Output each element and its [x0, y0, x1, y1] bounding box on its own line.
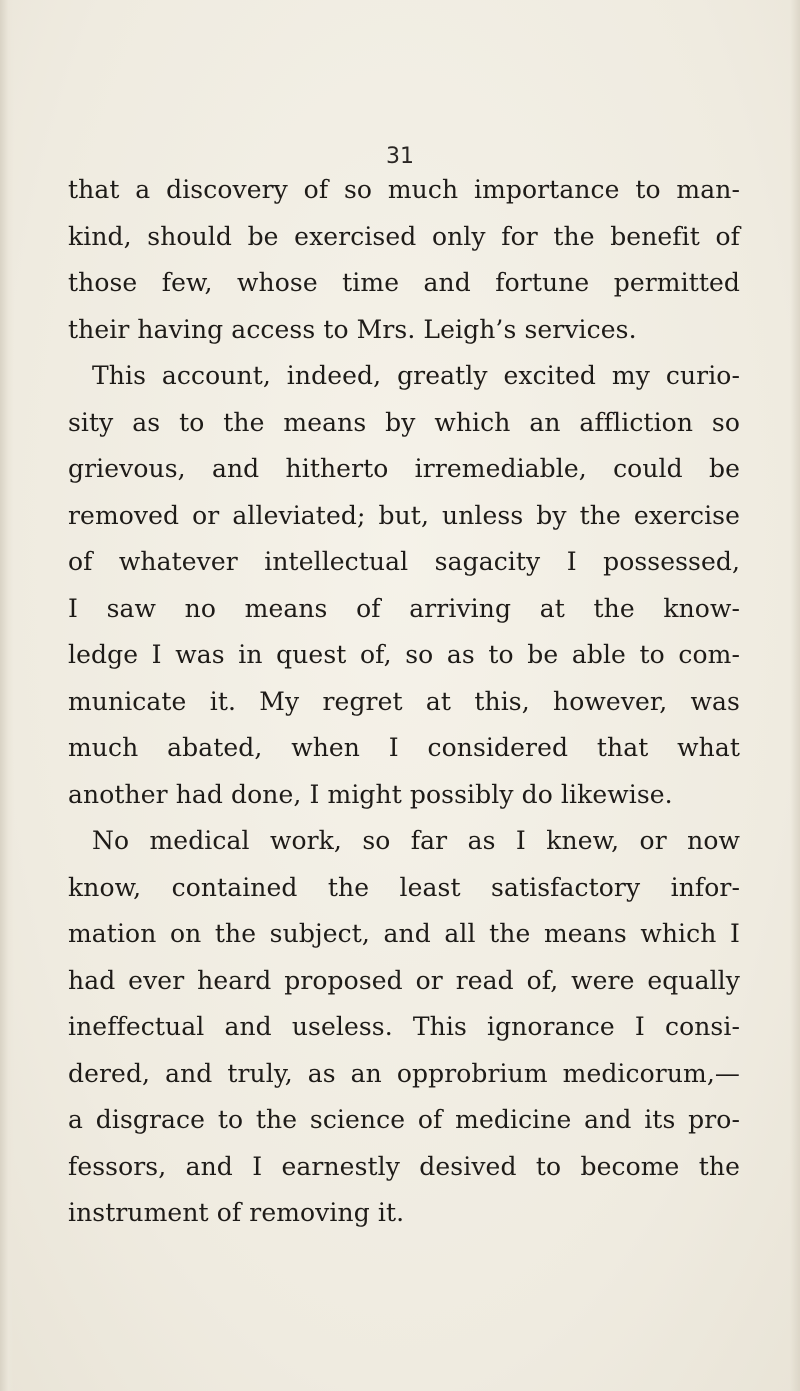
text-line: of whatever intellectual sagacity I possessed, — [68, 547, 740, 576]
page-edge-right — [790, 0, 800, 1391]
text-line: those few, whose time and fortune permitted — [68, 268, 740, 297]
text-line: much abated, when I considered that what — [68, 733, 740, 762]
text-line: grievous, and hitherto irremediable, could be — [68, 454, 740, 483]
text-line: ledge I was in quest of, so as to be able to com- — [68, 640, 740, 669]
page-edge-left — [0, 0, 14, 1391]
text-line: had ever heard proposed or read of, were equally — [68, 965, 740, 995]
text-line: know, contained the least satisfactory infor- — [68, 872, 740, 902]
text-line: their having access to Mrs. Leigh’s services. — [68, 314, 637, 344]
text-line: I saw no means of arriving at the know- — [68, 593, 740, 623]
text-line: municate it. My regret at this, however, was — [68, 686, 740, 716]
text-line: No medical work, so far as I knew, or now — [92, 826, 740, 855]
text-line: instrument of removing it. — [68, 1198, 405, 1227]
text-line: ineffectual and useless. This ignorance I consi- — [68, 1012, 740, 1041]
text-line: dered, and truly, as an opprobrium medicorum,— — [68, 1058, 740, 1088]
text-line: This account, indeed, greatly excited my curio- — [92, 361, 740, 390]
text-line: sity as to the means by which an affliction so — [68, 407, 740, 437]
body-text — [68, 167, 740, 1237]
text-line: another had done, I might possibly do likewise. — [68, 779, 673, 809]
text-line: kind, should be exercised only for the benefit of — [68, 221, 740, 251]
text-line: removed or alleviated; but, unless by the exercise — [68, 500, 740, 530]
text-line: mation on the subject, and all the means which I — [68, 919, 740, 948]
text-line: fessors, and I earnestly desived to become the — [68, 1151, 740, 1181]
page-number: 31 — [386, 144, 414, 169]
text-line: a disgrace to the science of medicine and its pro- — [68, 1105, 740, 1134]
text-line: that a discovery of so much importance to man- — [68, 175, 740, 204]
